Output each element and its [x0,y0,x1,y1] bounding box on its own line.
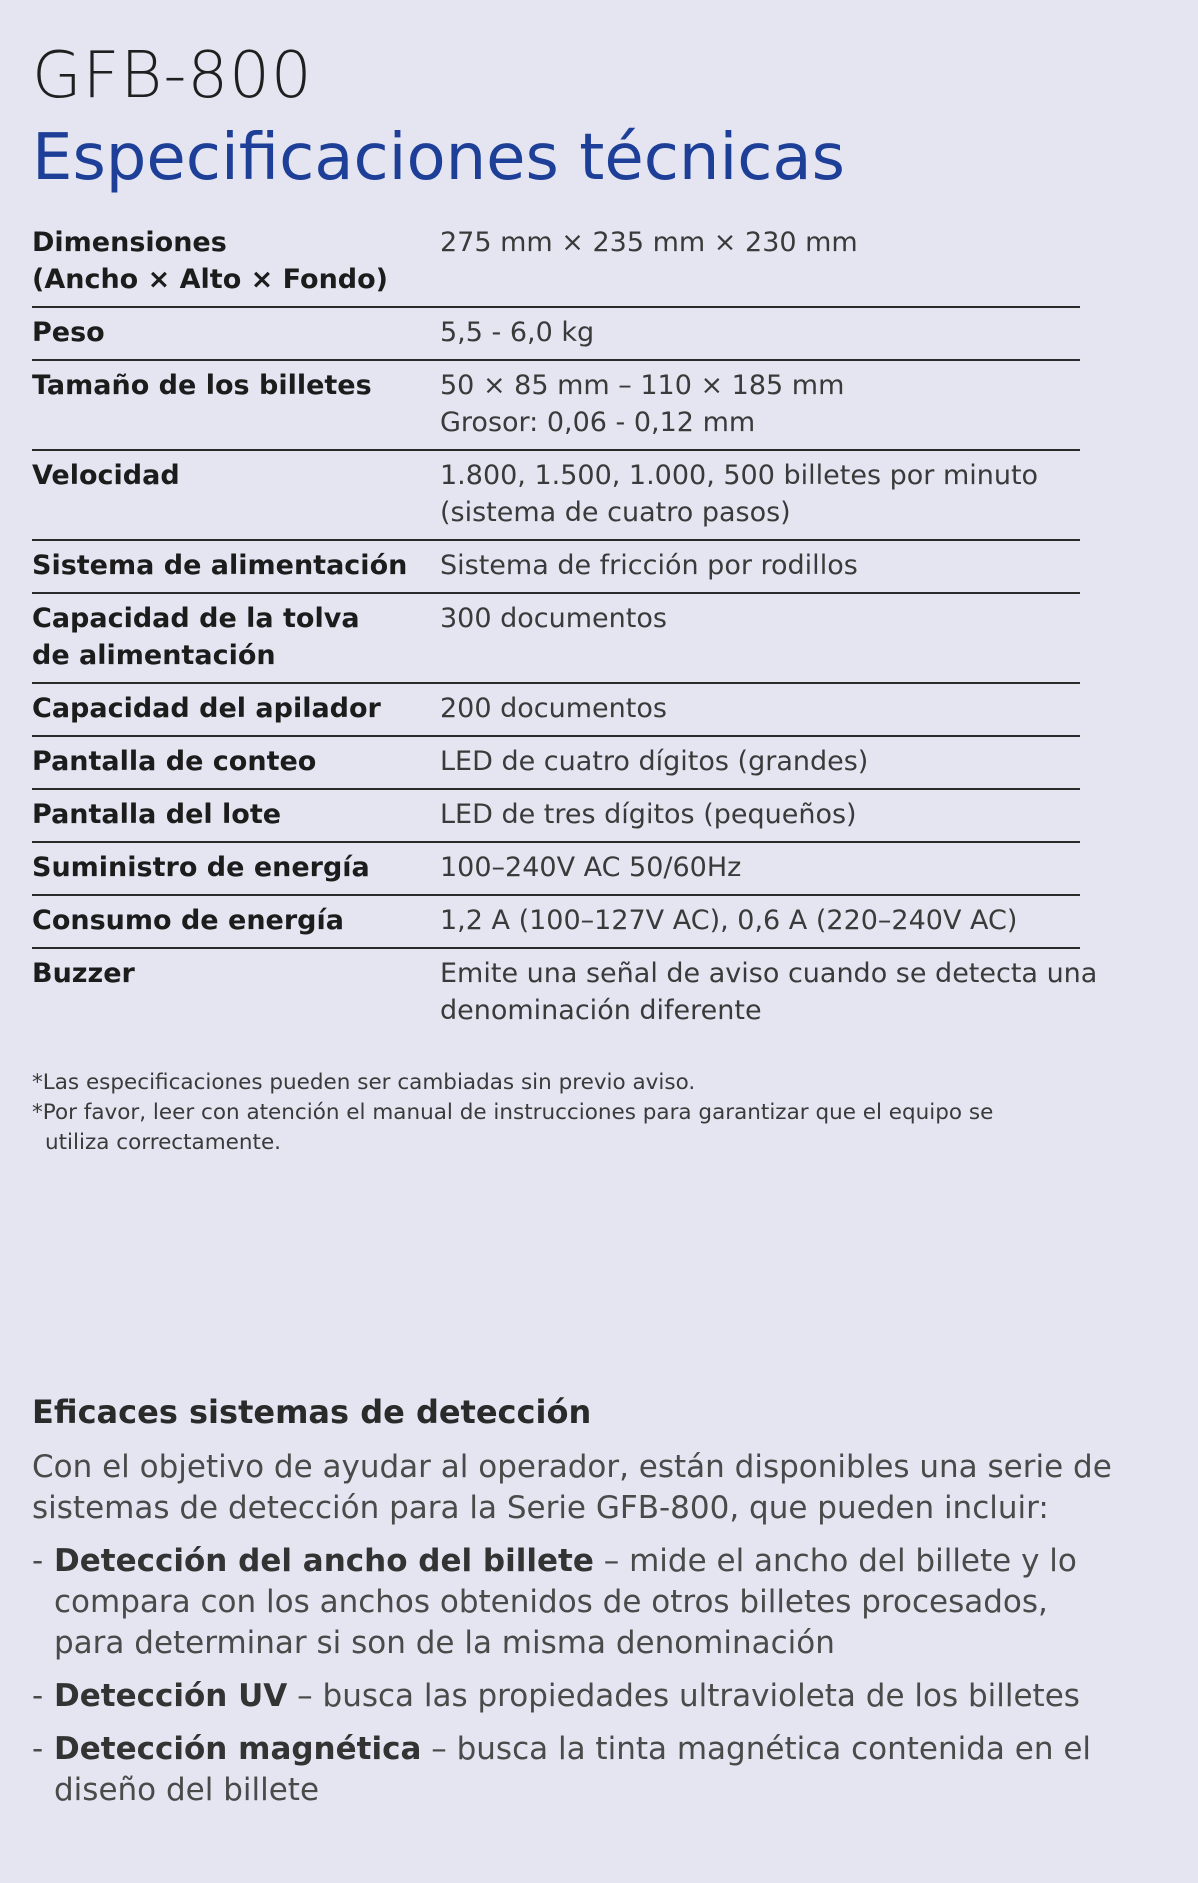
detection-item [32,1541,1092,1664]
spec-row [32,843,1080,896]
footnote-continuation: utiliza correctamente. [45,1130,282,1155]
spec-row [32,218,1080,308]
spec-label-line: Dimensiones [32,227,227,258]
spec-label [32,902,440,939]
spec-value-line: 100–240V AC 50/60Hz [440,852,742,883]
spec-value [440,796,1080,833]
spec-value-line: Emite una señal de aviso cuando se detecta una [440,958,1098,989]
spec-value-line: 50 × 85 mm – 110 × 185 mm [440,370,845,401]
spec-label [32,743,440,780]
spec-label [32,796,440,833]
spec-value-line: 275 mm × 235 mm × 230 mm [440,227,858,258]
spec-label-line: Tamaño de los billetes [32,370,372,401]
spec-value [440,743,1080,780]
spec-value-line: LED de tres dígitos (pequeños) [440,799,857,830]
spec-label-line: Consumo de energía [32,905,344,936]
detection-term: Detección del ancho del billete [54,1543,594,1579]
intro-line: sistemas de detección para la Serie GFB-800, que pueden incluir: [32,1490,1049,1526]
detection-list [32,1541,1092,1823]
page-subtitle: Especificaciones técnicas [32,121,845,195]
spec-label [32,849,440,886]
spec-label-line: (Ancho × Alto × Fondo) [32,264,389,295]
spec-value [440,690,1080,727]
spec-label-line: Peso [32,317,105,348]
footnote: *Las especificaciones pueden ser cambiadas sin previo aviso. [32,1070,696,1095]
detection-description: diseño del billete [54,1772,320,1808]
detection-description: compara con los anchos obtenidos de otros billetes procesados, [54,1584,1048,1620]
spec-label [32,955,440,1029]
detection-term: Detección magnética [54,1731,422,1767]
spec-row [32,896,1080,949]
detection-item [32,1676,1092,1717]
detection-intro [32,1447,1112,1529]
spec-row [32,684,1080,737]
spec-label-line: de alimentación [32,640,276,671]
spec-label [32,600,440,674]
bullet-dash: - [32,1731,44,1767]
spec-label-line: Sistema de alimentación [32,550,408,581]
spec-label [32,457,440,531]
spec-value-line: 200 documentos [440,693,667,724]
spec-label-line: Suministro de energía [32,852,370,883]
spec-value [440,224,1080,298]
detection-description: – mide el ancho del billete y lo [593,1543,1077,1579]
spec-label-line: Buzzer [32,958,135,989]
intro-line: Con el objetivo de ayudar al operador, están disponibles una serie de [32,1449,1112,1485]
detection-description: – busca la tinta magnética contenida en el [421,1731,1092,1767]
spec-row [32,594,1080,684]
spec-label [32,690,440,727]
spec-label [32,314,440,351]
detection-term: Detección UV [54,1678,288,1714]
spec-row [32,790,1080,843]
spec-value [440,955,1097,1029]
detection-description: para determinar si son de la misma denominación [54,1625,835,1661]
spec-label [32,224,440,298]
spec-row [32,361,1080,451]
detection-item [32,1729,1092,1811]
spec-label [32,547,440,584]
bullet-dash: - [32,1678,44,1714]
detection-section-title: Eficaces sistemas de detección [32,1393,592,1431]
spec-row [32,737,1080,790]
spec-value [440,547,1080,584]
spec-row [32,541,1080,594]
spec-value [440,457,1080,531]
spec-row [32,451,1080,541]
footnote: *Por favor, leer con atención el manual de instrucciones para garantizar que el equipo se [32,1100,994,1125]
spec-value [440,367,1080,441]
spec-value [440,849,1080,886]
spec-label-line: Capacidad de la tolva [32,603,360,634]
spec-value-line: LED de cuatro dígitos (grandes) [440,746,869,777]
spec-value [440,600,1080,674]
spec-label-line: Pantalla de conteo [32,746,317,777]
spec-value-line: 300 documentos [440,603,667,634]
spec-label-line: Capacidad del apilador [32,693,381,724]
spec-value [440,314,1080,351]
bullet-dash: - [32,1543,44,1579]
spec-value-line: (sistema de cuatro pasos) [440,497,791,528]
spec-row [32,308,1080,361]
spec-value [440,902,1080,939]
model-title: GFB-800 [32,39,313,113]
spec-table [32,218,1098,1037]
spec-value-line: denominación diferente [440,995,762,1026]
spec-value-line: Grosor: 0,06 - 0,12 mm [440,407,756,438]
footnotes [32,1068,1032,1158]
spec-label-line: Velocidad [32,460,180,491]
spec-value-line: 5,5 - 6,0 kg [440,317,595,348]
detection-description: – busca las propiedades ultravioleta de los billetes [287,1678,1080,1714]
spec-row [32,949,1098,1037]
spec-value-line: 1,2 A (100–127V AC), 0,6 A (220–240V AC) [440,905,1018,936]
spec-label [32,367,440,441]
spec-value-line: Sistema de fricción por rodillos [440,550,858,581]
spec-label-line: Pantalla del lote [32,799,282,830]
spec-value-line: 1.800, 1.500, 1.000, 500 billetes por minuto [440,460,1039,491]
